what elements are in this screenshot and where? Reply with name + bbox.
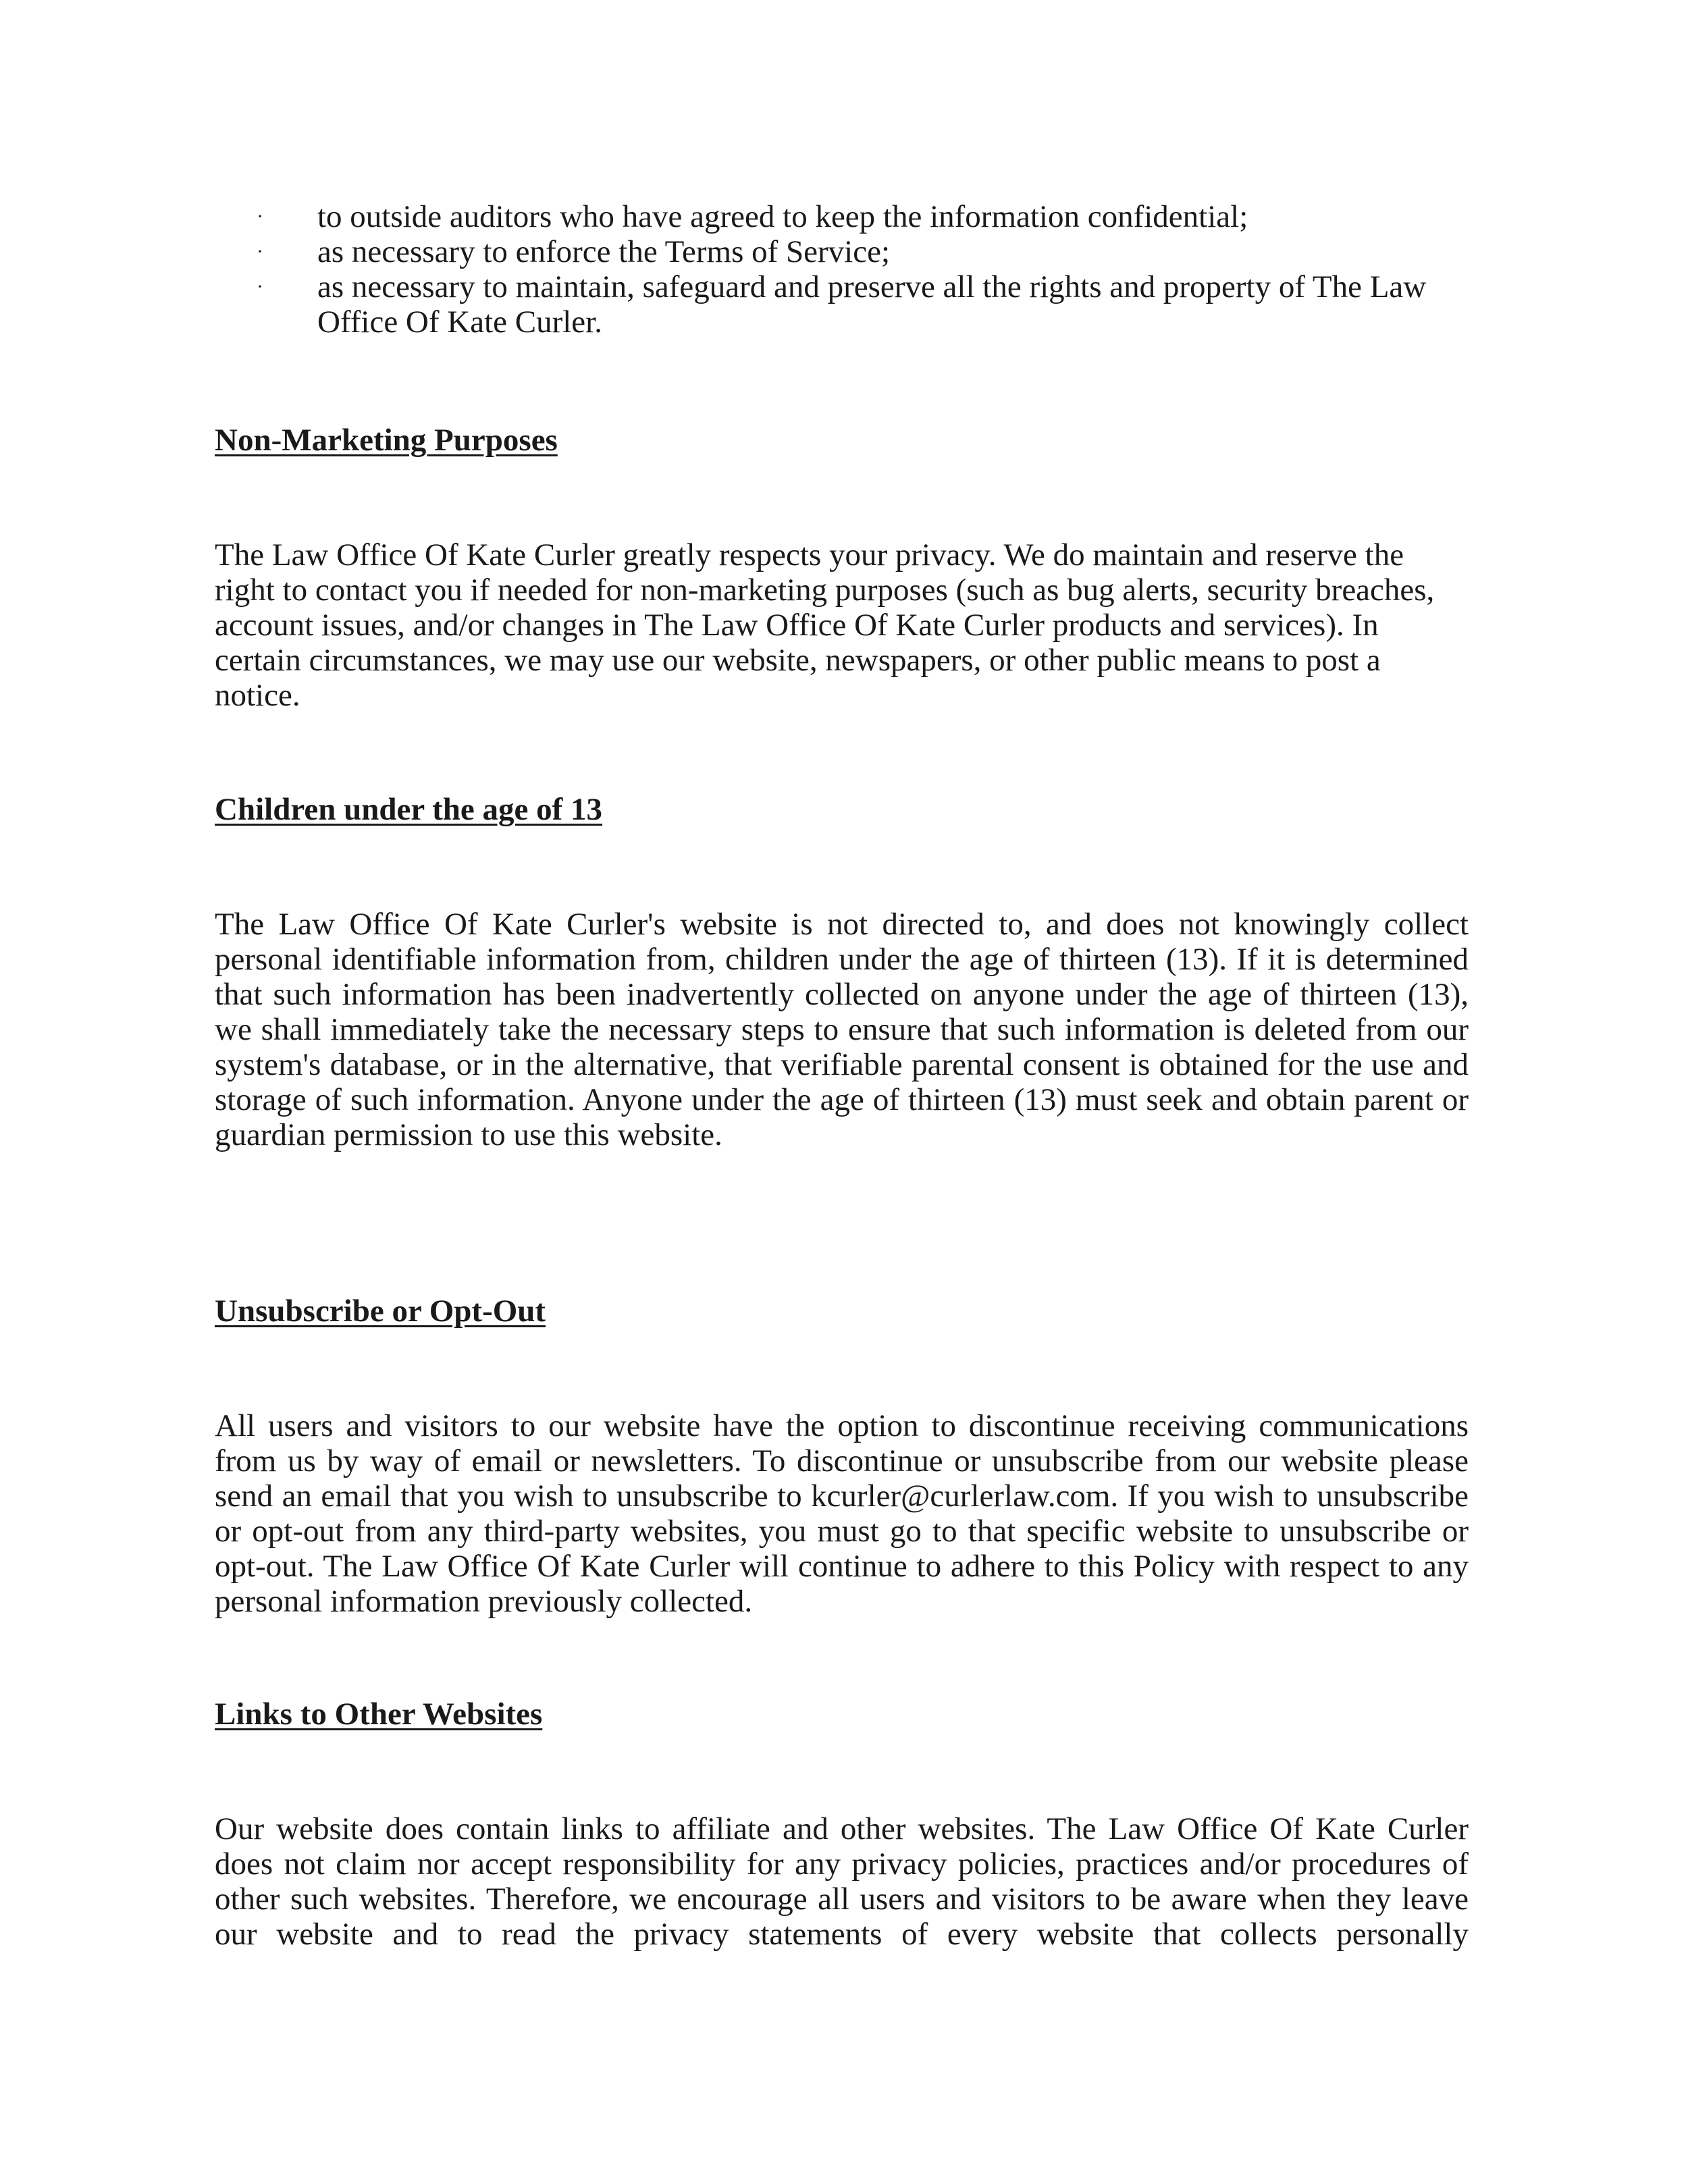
paragraph-unsubscribe: All users and visitors to our website have the option to discontinue receiving communications from us by way of email or newsletters. To discontinue or unsubscribe from our website please send an email that you wish to unsubscribe to kcurler@curlerlaw.com. If you wish to unsubscribe or opt-out from any third-party websites, you must go to that specific website to unsubscribe or opt-out. The Law Office Of Kate Curler will continue to adhere to this Policy with respect to any personal information previously collected. [215,1408,1469,1619]
list-item [257,269,1479,340]
bullet-dot: · [257,205,263,228]
bullet-dot: · [257,240,263,263]
bullet-dot: · [257,275,263,298]
paragraph-links: Our website does contain links to affiliate and other websites. The Law Office Of Kate Curler does not claim nor accept responsibility for any privacy policies, practices and/or procedures of other such websites. Therefore, we encourage all users and visitors to be aware when they leave our website and to read the privacy statements of every website that collects personally [215,1811,1469,1952]
list-item [257,199,1472,234]
heading-unsubscribe: Unsubscribe or Opt-Out [215,1294,546,1329]
list-item [257,234,1472,269]
paragraph-non-marketing: The Law Office Of Kate Curler greatly respects your privacy. We do maintain and reserve the right to contact you if needed for non-marketing purposes (such as bug alerts, security breaches, account issues, and/or changes in The Law Office Of Kate Curler products and services). In certain circumstances, we may use our website, newspapers, or other public means to post a notice. [215,537,1435,713]
list-item-text: as necessary to enforce the Terms of Service; [317,234,891,269]
bullet-list [257,199,1472,340]
list-item-text: as necessary to maintain, safeguard and preserve all the rights and property of The Law Office Of Kate Curler. [317,269,1427,340]
heading-children: Children under the age of 13 [215,792,603,827]
paragraph-children: The Law Office Of Kate Curler's website is not directed to, and does not knowingly collect personal identifiable information from, children under the age of thirteen (13). If it is determined that such information has been inadvertently collected on anyone under the age of thirteen (13), we shall immediately take the necessary steps to ensure that such information is deleted from our system's database, or in the alternative, that verifiable parental consent is obtained for the use and storage of such information. Anyone under the age of thirteen (13) must seek and obtain parent or guardian permission to use this website. [215,907,1469,1152]
list-item-text: to outside auditors who have agreed to keep the information confidential; [317,199,1248,234]
heading-links: Links to Other Websites [215,1697,543,1732]
heading-non-marketing: Non-Marketing Purposes [215,423,558,458]
